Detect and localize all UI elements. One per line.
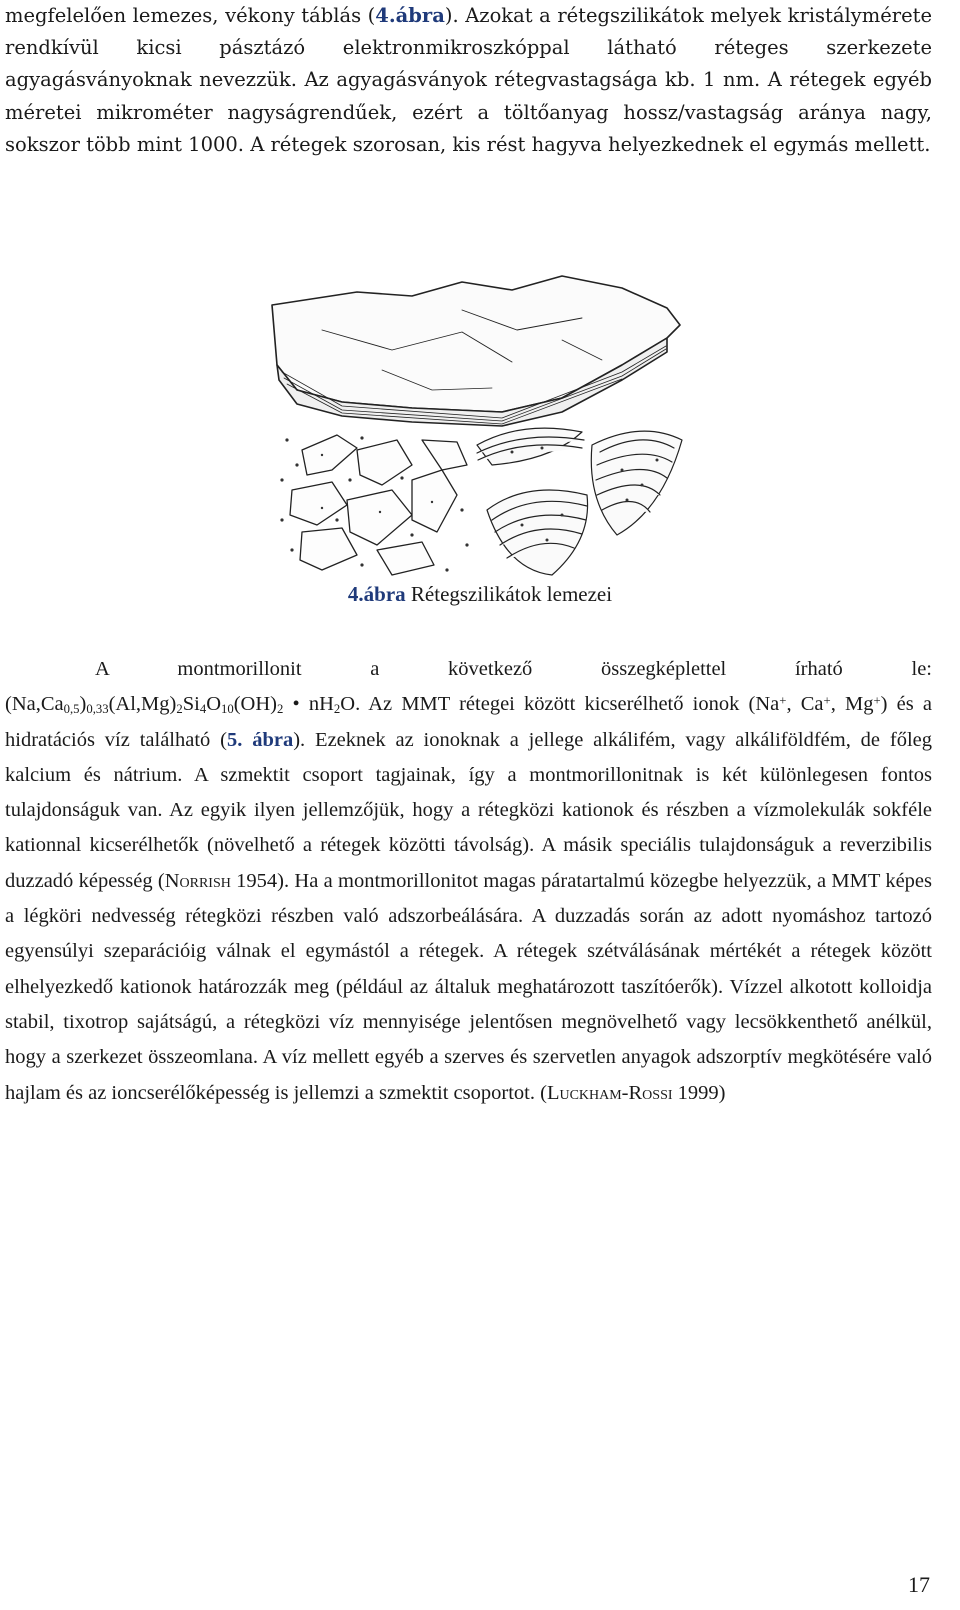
citation-norrish: Norrish — [164, 869, 231, 892]
layered-packet-bottom — [487, 490, 588, 575]
figure-5-reference-link[interactable]: 5. ábra — [226, 728, 294, 751]
charge-superscript: + — [873, 693, 881, 708]
intro-text: megfelelően lemezes, vékony táblás ( — [5, 4, 376, 27]
citation-luckham-rossi: Luckham-Rossi — [546, 1081, 673, 1104]
charge-superscript: + — [779, 693, 787, 708]
dispersed-flakes-drawing — [290, 435, 467, 575]
body-text: Az MMT rétegei között kicserélhető ionok (Na — [360, 693, 780, 716]
formula-intro-line: A montmorillonit a következő összegképlettel írható le: — [95, 658, 932, 680]
figure-4-layer-silicate-illustration — [262, 270, 702, 580]
chemical-formula: $(Na,Ca_{0,5})_{0,33}(Al,Mg)_2Si_4O_{10}(OH)_2$ • $nH_2O$. — [5, 693, 361, 717]
stacked-slab-drawing — [272, 276, 680, 426]
page-number: 17 — [908, 1572, 930, 1597]
figure-4-caption — [0, 582, 960, 607]
intro-paragraph — [5, 0, 932, 161]
layered-packet-right — [591, 431, 682, 535]
intro-text-cont: ). Azokat a rétegszilikátok melyek kristálymérete rendkívül kicsi pásztázó elektronmikroszkóppal látható réteges szerkezete agyagásványoknak nevezzük. Az agyagásványok rétegvastagsága kb. 1 nm. A rétegek egyéb méretei mikrométer nagyságrendűek, ezért a töltőanyag hossz/vastagság aránya nagy, sokszor több mint 1000. A rétegek szorosan, kis rést hagyva helyezkednek el egymás mellett. — [5, 4, 932, 156]
body-paragraph: A montmorillonit a következő összegképlettel írható le: $(Na,Ca_{0,5})_{0,33}(Al,Mg)_2Si_4O_{10}(OH)_2$ • $nH_2O$. Az MMT rétegei között kicserélhető ionok (Na+, Ca+, Mg+) és a hidratációs víz található (5. ábra). Ezeknek az ionoknak a jellege alkálifém, vagy alkáliföldfém, de főleg kalcium és nátrium. A szmektit csoport tagjainak, így a montmorillonitnak is két különlegesen fontos tulajdonságuk van. Az egyik ilyen jellemzőjük, hogy a rétegközi kationok és részben a vízmolekulák sokféle kationnal kicserélhetők (növelhető a rétegek közötti távolság). A másik speciális tulajdonságuk a reverzibilis duzzadó képesség (Norrish 1954). Ha a montmorillonitot magas páratartalmú közegbe helyezzük, a MMT képes a légköri nedvesség rétegközi részben való adszorbeálására. A duzzadás során az adott nyomáshoz tartozó egyensúlyi szeparációig válnak el egymástól a rétegek. A rétegek szétválásának mértékét a rétegek között elhelyezkedő kationok határozzák meg (például az általuk meghatározott taszítóerők). Vízzel alkotott kolloidja stabil, tixotrop sajátságú, a rétegközi víz mennyisége jelentősen megnövelhető vagy lecsökkenthető anélkül, hogy a szerkezet összeomlana. A víz mellett egyéb a szerves és szervetlen anyagok adszorptív megkötésére való hajlam és az ioncserélőképesség is jellemzi a szmektit csoportot. (Luckham-Rossi 1999) — [5, 652, 932, 1111]
figure-caption-text: Rétegszilikátok lemezei — [405, 582, 613, 606]
figure-4-reference-link[interactable]: 4.ábra — [375, 4, 445, 27]
charge-superscript: + — [823, 693, 831, 708]
figure-number: 4.ábra — [347, 582, 406, 606]
layered-packet-top — [477, 428, 584, 465]
